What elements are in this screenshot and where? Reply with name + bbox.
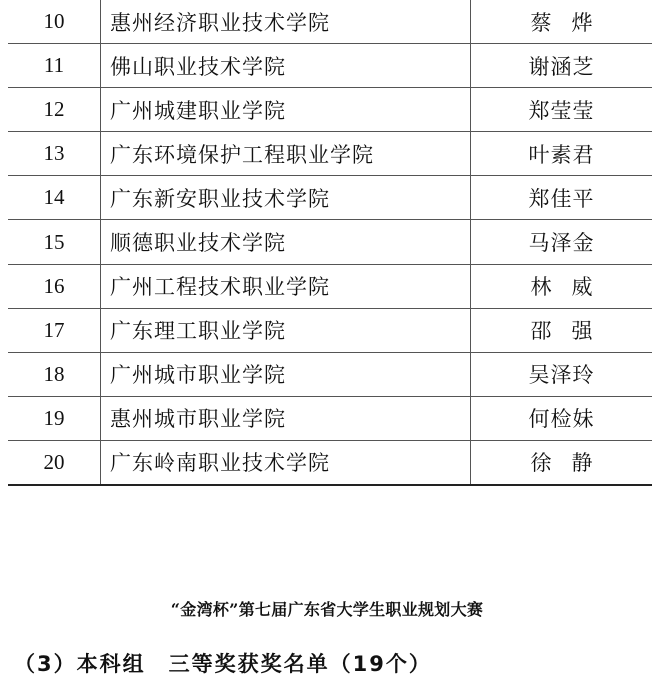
row-number: 16 [8,264,101,308]
competition-subtitle: “金湾杯”第七届广东省大学生职业规划大赛 [170,600,484,619]
table-row [8,308,652,352]
instructor-name: 郑莹莹 [471,88,653,132]
instructor-name: 叶素君 [471,132,653,176]
table-row [8,220,652,264]
school-name: 广东新安职业技术学院 [101,176,471,220]
table-row [8,352,652,396]
table-row [8,264,652,308]
school-name: 广州城市职业学院 [101,352,471,396]
school-name: 广东环境保护工程职业学院 [101,132,471,176]
table-row [8,176,652,220]
instructor-name: 徐静 [471,440,653,485]
award-table-body [8,0,652,485]
school-name: 广州城建职业学院 [101,88,471,132]
table-row [8,132,652,176]
school-name: 广州工程技术职业学院 [101,264,471,308]
table-row [8,440,652,485]
row-number: 10 [8,0,101,44]
row-number: 12 [8,88,101,132]
row-number: 11 [8,44,101,88]
row-number: 13 [8,132,101,176]
school-name: 惠州经济职业技术学院 [101,0,471,44]
award-table [8,0,652,486]
table-row [8,396,652,440]
school-name: 惠州城市职业学院 [101,396,471,440]
instructor-name: 邵强 [471,308,653,352]
school-name: 广东岭南职业技术学院 [101,440,471,485]
instructor-name: 谢涵芝 [471,44,653,88]
row-number: 18 [8,352,101,396]
instructor-name: 郑佳平 [471,176,653,220]
row-number: 20 [8,440,101,485]
section-heading: （3）本科组 三等奖获奖名单（19个） [14,652,432,676]
instructor-name: 何检妹 [471,396,653,440]
instructor-name: 蔡烨 [471,0,653,44]
school-name: 广东理工职业学院 [101,308,471,352]
instructor-name: 林威 [471,264,653,308]
table-row [8,0,652,44]
row-number: 14 [8,176,101,220]
row-number: 15 [8,220,101,264]
instructor-name: 马泽金 [471,220,653,264]
instructor-name: 吴泽玲 [471,352,653,396]
table-row [8,44,652,88]
row-number: 17 [8,308,101,352]
school-name: 佛山职业技术学院 [101,44,471,88]
table-row [8,88,652,132]
row-number: 19 [8,396,101,440]
school-name: 顺德职业技术学院 [101,220,471,264]
